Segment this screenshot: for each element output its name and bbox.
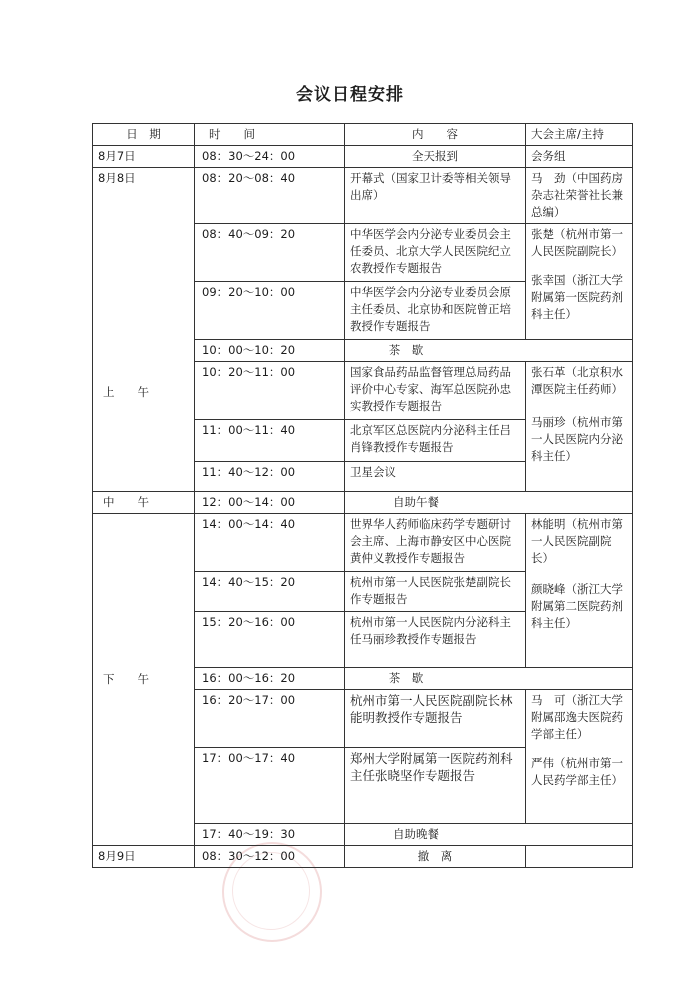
time-cell: 08：30～12：00 [195,846,345,868]
table-row [93,846,633,868]
host-cell [526,690,633,824]
time-cell: 17：40～19：30 [195,824,345,846]
content-cell: 国家食品药品监督管理总局药品评价中心专家、海军总医院孙忠实教授作专题报告 [345,362,526,420]
content-cell: 自助晚餐 [345,824,633,846]
time-cell: 08：40～09：20 [195,224,345,282]
time-cell: 15：20～16：00 [195,612,345,668]
host-cell: 马 劲（中国药房杂志社荣誉社长兼总编） [526,168,633,224]
host-cell [526,514,633,668]
content-cell: 卫星会议 [345,462,526,492]
table-row [93,514,633,572]
content-cell: 自助午餐 [345,492,633,514]
host-name: 林能明（杭州市第一人民医院副院长） [531,517,623,565]
page-title: 会议日程安排 [296,85,404,105]
host-name: 张幸国（浙江大学附属第一医院药剂科主任） [531,273,623,321]
time-cell: 14：40～15：20 [195,572,345,612]
time-cell: 11：40～12：00 [195,462,345,492]
schedule-table [92,123,633,868]
content-cell: 北京军区总医院内分泌科主任吕肖锋教授作专题报告 [345,420,526,462]
time-cell: 11：00～11：40 [195,420,345,462]
time-cell: 10：00～10：20 [195,340,345,362]
time-cell: 10：20～11：00 [195,362,345,420]
host-cell [526,362,633,492]
content-cell: 杭州市第一人民医院张楚副院长作专题报告 [345,572,526,612]
header-time: 时 间 [195,124,345,146]
content-cell: 杭州市第一人民医院内分泌科主任马丽珍教授作专题报告 [345,612,526,668]
period-label-am: 上 午 [103,385,149,399]
host-name: 张楚（杭州市第一人民医院副院长） [531,227,623,258]
host-name: 严伟（杭州市第一人民药学部主任） [531,756,623,787]
time-cell: 17：00～17：40 [195,748,345,824]
content-cell: 撤 离 [345,846,526,868]
content-cell: 郑州大学附属第一医院药剂科主任张晓坚作专题报告 [345,748,526,824]
time-cell: 16：00～16：20 [195,668,345,690]
content-cell: 世界华人药师临床药学专题研讨会主席、上海市静安区中心医院黄仲义教授作专题报告 [345,514,526,572]
time-cell: 09：20～10：00 [195,282,345,340]
host-name: 颜晓峰（浙江大学附属第二医院药剂科主任） [531,582,623,630]
period-label-pm: 下 午 [93,514,195,846]
header-content: 内 容 [345,124,526,146]
content-cell: 开幕式（国家卫计委等相关领导出席） [345,168,526,224]
time-cell: 16：20～17：00 [195,690,345,748]
header-host: 大会主席/主持 [526,124,633,146]
date-label: 8月8日 [98,171,136,185]
table-row [93,146,633,168]
header-date: 日 期 [93,124,195,146]
content-cell: 全天报到 [345,146,526,168]
content-cell: 茶 歇 [345,668,633,690]
content-cell: 中华医学会内分泌专业委员会原主任委员、北京协和医院曾正培教授作专题报告 [345,282,526,340]
host-cell: 会务组 [526,146,633,168]
time-cell: 08：20～08：40 [195,168,345,224]
content-cell: 杭州市第一人民医院副院长林能明教授作专题报告 [345,690,526,748]
time-cell: 14：00～14：40 [195,514,345,572]
time-cell: 12：00～14：00 [195,492,345,514]
content-cell: 中华医学会内分泌专业委员会主任委员、北京大学人民医院纪立农教授作专题报告 [345,224,526,282]
host-name: 马 可（浙江大学附属邵逸夫医院药学部主任） [531,693,623,741]
content-cell: 茶 歇 [345,340,633,362]
header-row [93,124,633,146]
time-cell: 08：30～24：00 [195,146,345,168]
host-cell [526,846,633,868]
host-name: 张石革（北京积水潭医院主任药师） [531,365,623,396]
date-cell: 8月9日 [93,846,195,868]
date-cell: 8月7日 [93,146,195,168]
date-cell [93,168,195,492]
table-row [93,168,633,224]
host-cell [526,224,633,340]
period-label-noon: 中 午 [93,492,195,514]
table-row [93,492,633,514]
host-name: 马丽珍（杭州市第一人民医院内分泌科主任） [531,415,623,463]
